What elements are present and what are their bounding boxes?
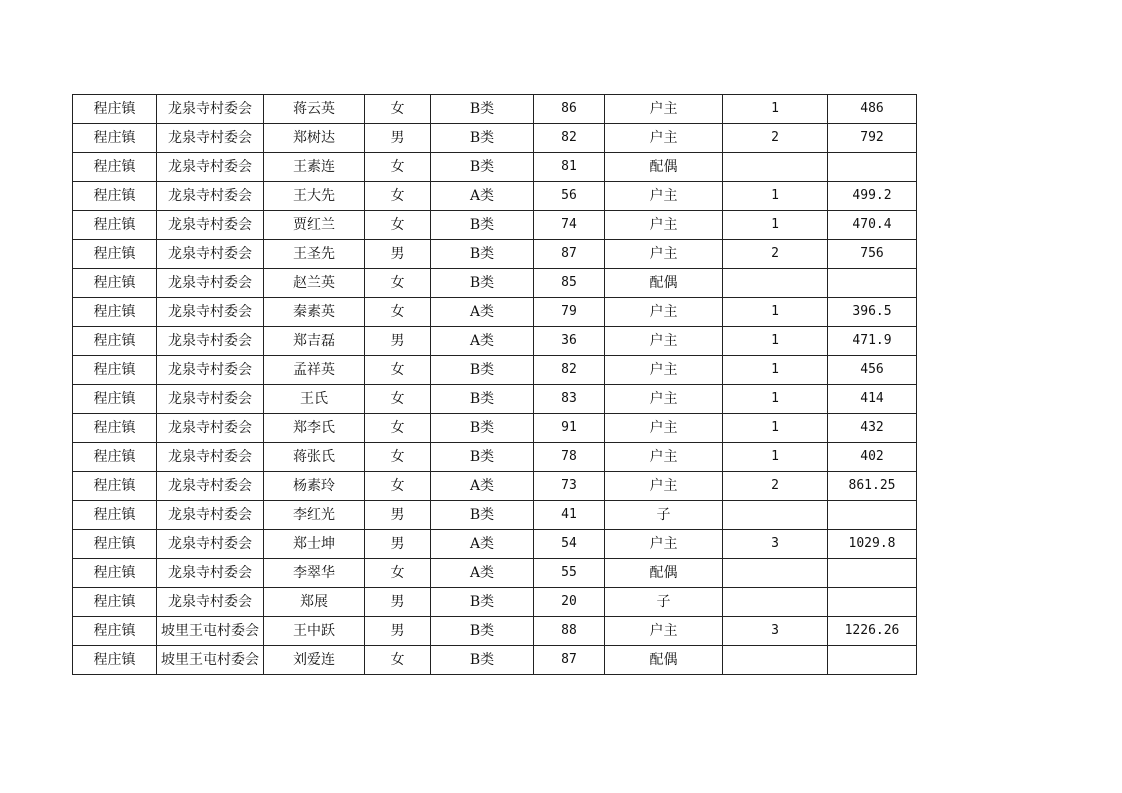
name-cell: 杨素玲 [264, 472, 365, 501]
gender-cell: 女 [365, 356, 431, 385]
relation-cell: 户主 [605, 240, 723, 269]
name-cell: 王素连 [264, 153, 365, 182]
name-cell: 王中跃 [264, 617, 365, 646]
household-size-cell [723, 559, 828, 588]
household-size-cell [723, 153, 828, 182]
relation-cell: 配偶 [605, 646, 723, 675]
age-cell: 91 [534, 414, 605, 443]
amount-cell: 792 [828, 124, 917, 153]
category-cell: A类 [431, 530, 534, 559]
table-row [73, 124, 917, 153]
name-cell: 蒋张氏 [264, 443, 365, 472]
name-cell: 赵兰英 [264, 269, 365, 298]
table-row [73, 211, 917, 240]
table-row [73, 240, 917, 269]
amount-cell: 756 [828, 240, 917, 269]
town-cell: 程庄镇 [73, 385, 157, 414]
amount-cell: 470.4 [828, 211, 917, 240]
household-size-cell: 1 [723, 95, 828, 124]
age-cell: 36 [534, 327, 605, 356]
village-cell: 龙泉寺村委会 [157, 298, 264, 327]
household-size-cell: 1 [723, 182, 828, 211]
age-cell: 87 [534, 240, 605, 269]
amount-cell: 1226.26 [828, 617, 917, 646]
name-cell: 秦素英 [264, 298, 365, 327]
table-body [73, 95, 917, 675]
table-row [73, 356, 917, 385]
category-cell: B类 [431, 95, 534, 124]
category-cell: B类 [431, 414, 534, 443]
category-cell: B类 [431, 124, 534, 153]
village-cell: 龙泉寺村委会 [157, 356, 264, 385]
village-cell: 坡里王屯村委会 [157, 646, 264, 675]
town-cell: 程庄镇 [73, 124, 157, 153]
name-cell: 郑吉磊 [264, 327, 365, 356]
gender-cell: 女 [365, 385, 431, 414]
amount-cell [828, 588, 917, 617]
category-cell: B类 [431, 588, 534, 617]
town-cell: 程庄镇 [73, 95, 157, 124]
gender-cell: 女 [365, 646, 431, 675]
relation-cell: 户主 [605, 327, 723, 356]
age-cell: 87 [534, 646, 605, 675]
town-cell: 程庄镇 [73, 501, 157, 530]
age-cell: 82 [534, 356, 605, 385]
relation-cell: 户主 [605, 443, 723, 472]
table-row [73, 298, 917, 327]
age-cell: 73 [534, 472, 605, 501]
category-cell: A类 [431, 327, 534, 356]
household-size-cell [723, 588, 828, 617]
name-cell: 王大先 [264, 182, 365, 211]
village-cell: 龙泉寺村委会 [157, 559, 264, 588]
name-cell: 刘爱连 [264, 646, 365, 675]
town-cell: 程庄镇 [73, 182, 157, 211]
town-cell: 程庄镇 [73, 153, 157, 182]
town-cell: 程庄镇 [73, 298, 157, 327]
village-cell: 龙泉寺村委会 [157, 327, 264, 356]
category-cell: B类 [431, 211, 534, 240]
relation-cell: 配偶 [605, 153, 723, 182]
gender-cell: 女 [365, 269, 431, 298]
category-cell: B类 [431, 240, 534, 269]
amount-cell [828, 501, 917, 530]
age-cell: 41 [534, 501, 605, 530]
table-row [73, 414, 917, 443]
gender-cell: 男 [365, 327, 431, 356]
table-row [73, 472, 917, 501]
village-cell: 龙泉寺村委会 [157, 385, 264, 414]
household-size-cell: 1 [723, 443, 828, 472]
category-cell: A类 [431, 298, 534, 327]
gender-cell: 男 [365, 240, 431, 269]
category-cell: A类 [431, 472, 534, 501]
household-size-cell: 1 [723, 327, 828, 356]
household-size-cell [723, 501, 828, 530]
age-cell: 56 [534, 182, 605, 211]
category-cell: B类 [431, 443, 534, 472]
age-cell: 86 [534, 95, 605, 124]
age-cell: 82 [534, 124, 605, 153]
gender-cell: 女 [365, 414, 431, 443]
household-size-cell: 1 [723, 298, 828, 327]
town-cell: 程庄镇 [73, 443, 157, 472]
relation-cell: 户主 [605, 530, 723, 559]
relation-cell: 户主 [605, 95, 723, 124]
age-cell: 81 [534, 153, 605, 182]
household-size-cell: 1 [723, 211, 828, 240]
category-cell: B类 [431, 617, 534, 646]
age-cell: 79 [534, 298, 605, 327]
gender-cell: 男 [365, 617, 431, 646]
category-cell: B类 [431, 356, 534, 385]
age-cell: 85 [534, 269, 605, 298]
age-cell: 74 [534, 211, 605, 240]
gender-cell: 男 [365, 124, 431, 153]
relation-cell: 户主 [605, 472, 723, 501]
table-row [73, 327, 917, 356]
relation-cell: 子 [605, 501, 723, 530]
age-cell: 88 [534, 617, 605, 646]
name-cell: 郑李氏 [264, 414, 365, 443]
town-cell: 程庄镇 [73, 269, 157, 298]
category-cell: B类 [431, 646, 534, 675]
relation-cell: 户主 [605, 211, 723, 240]
name-cell: 李红光 [264, 501, 365, 530]
table-row [73, 501, 917, 530]
town-cell: 程庄镇 [73, 588, 157, 617]
table-row [73, 182, 917, 211]
amount-cell: 861.25 [828, 472, 917, 501]
amount-cell [828, 153, 917, 182]
table-row [73, 153, 917, 182]
relation-cell: 户主 [605, 124, 723, 153]
category-cell: A类 [431, 559, 534, 588]
household-size-cell [723, 269, 828, 298]
household-size-cell: 1 [723, 356, 828, 385]
gender-cell: 女 [365, 298, 431, 327]
table-row [73, 269, 917, 298]
amount-cell [828, 646, 917, 675]
name-cell: 孟祥英 [264, 356, 365, 385]
town-cell: 程庄镇 [73, 617, 157, 646]
village-cell: 坡里王屯村委会 [157, 617, 264, 646]
village-cell: 龙泉寺村委会 [157, 443, 264, 472]
amount-cell: 486 [828, 95, 917, 124]
table-row [73, 443, 917, 472]
household-size-cell: 1 [723, 414, 828, 443]
category-cell: B类 [431, 501, 534, 530]
relation-cell: 户主 [605, 617, 723, 646]
table-row [73, 617, 917, 646]
gender-cell: 男 [365, 530, 431, 559]
amount-cell [828, 559, 917, 588]
amount-cell: 499.2 [828, 182, 917, 211]
village-cell: 龙泉寺村委会 [157, 530, 264, 559]
village-cell: 龙泉寺村委会 [157, 501, 264, 530]
gender-cell: 女 [365, 153, 431, 182]
table-row [73, 559, 917, 588]
village-cell: 龙泉寺村委会 [157, 124, 264, 153]
relation-cell: 户主 [605, 414, 723, 443]
household-size-cell: 1 [723, 385, 828, 414]
household-size-cell: 3 [723, 530, 828, 559]
village-cell: 龙泉寺村委会 [157, 182, 264, 211]
table-row [73, 95, 917, 124]
town-cell: 程庄镇 [73, 559, 157, 588]
amount-cell: 1029.8 [828, 530, 917, 559]
village-cell: 龙泉寺村委会 [157, 588, 264, 617]
relation-cell: 户主 [605, 182, 723, 211]
town-cell: 程庄镇 [73, 414, 157, 443]
age-cell: 54 [534, 530, 605, 559]
category-cell: A类 [431, 182, 534, 211]
relation-cell: 户主 [605, 298, 723, 327]
gender-cell: 女 [365, 443, 431, 472]
table-row [73, 385, 917, 414]
town-cell: 程庄镇 [73, 356, 157, 385]
town-cell: 程庄镇 [73, 646, 157, 675]
category-cell: B类 [431, 385, 534, 414]
village-cell: 龙泉寺村委会 [157, 211, 264, 240]
relation-cell: 配偶 [605, 559, 723, 588]
name-cell: 李翠华 [264, 559, 365, 588]
category-cell: B类 [431, 153, 534, 182]
amount-cell: 414 [828, 385, 917, 414]
relation-cell: 户主 [605, 385, 723, 414]
amount-cell [828, 269, 917, 298]
gender-cell: 女 [365, 95, 431, 124]
amount-cell: 396.5 [828, 298, 917, 327]
age-cell: 83 [534, 385, 605, 414]
name-cell: 蒋云英 [264, 95, 365, 124]
relation-cell: 子 [605, 588, 723, 617]
name-cell: 贾红兰 [264, 211, 365, 240]
household-size-cell: 2 [723, 472, 828, 501]
town-cell: 程庄镇 [73, 327, 157, 356]
amount-cell: 402 [828, 443, 917, 472]
relation-cell: 户主 [605, 356, 723, 385]
name-cell: 郑展 [264, 588, 365, 617]
amount-cell: 432 [828, 414, 917, 443]
table-row [73, 530, 917, 559]
town-cell: 程庄镇 [73, 472, 157, 501]
name-cell: 王氏 [264, 385, 365, 414]
village-cell: 龙泉寺村委会 [157, 153, 264, 182]
village-cell: 龙泉寺村委会 [157, 240, 264, 269]
category-cell: B类 [431, 269, 534, 298]
town-cell: 程庄镇 [73, 530, 157, 559]
amount-cell: 456 [828, 356, 917, 385]
name-cell: 郑树达 [264, 124, 365, 153]
age-cell: 20 [534, 588, 605, 617]
gender-cell: 男 [365, 501, 431, 530]
gender-cell: 男 [365, 588, 431, 617]
table-row [73, 646, 917, 675]
gender-cell: 女 [365, 472, 431, 501]
household-size-cell: 2 [723, 240, 828, 269]
household-size-cell: 3 [723, 617, 828, 646]
town-cell: 程庄镇 [73, 211, 157, 240]
amount-cell: 471.9 [828, 327, 917, 356]
village-cell: 龙泉寺村委会 [157, 95, 264, 124]
age-cell: 55 [534, 559, 605, 588]
table-row [73, 588, 917, 617]
name-cell: 王圣先 [264, 240, 365, 269]
village-cell: 龙泉寺村委会 [157, 414, 264, 443]
data-table [72, 94, 917, 675]
village-cell: 龙泉寺村委会 [157, 472, 264, 501]
gender-cell: 女 [365, 211, 431, 240]
name-cell: 郑士坤 [264, 530, 365, 559]
gender-cell: 女 [365, 559, 431, 588]
age-cell: 78 [534, 443, 605, 472]
town-cell: 程庄镇 [73, 240, 157, 269]
relation-cell: 配偶 [605, 269, 723, 298]
household-size-cell: 2 [723, 124, 828, 153]
village-cell: 龙泉寺村委会 [157, 269, 264, 298]
household-size-cell [723, 646, 828, 675]
gender-cell: 女 [365, 182, 431, 211]
